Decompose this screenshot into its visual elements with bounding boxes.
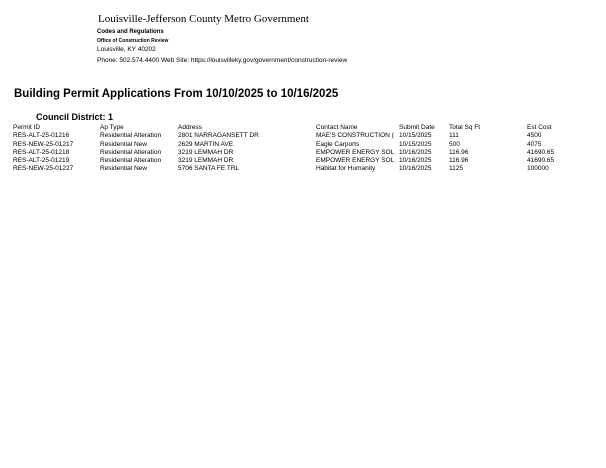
organization-name: Louisville-Jefferson County Metro Government [98, 13, 309, 25]
report-title: Building Permit Applications From 10/10/2025 to 10/16/2025 [14, 88, 339, 100]
address-cell: 5706 SANTA FE TRL [178, 165, 240, 173]
ap-type-cell: Residential Alteration [100, 132, 162, 140]
column-header-address: Address [178, 124, 202, 131]
contact-name-cell: Eagle Carports [316, 140, 360, 148]
address-cell: 2629 MARTIN AVE [178, 140, 234, 148]
ap-type-cell: Residential Alteration [100, 157, 162, 165]
column-header-permit-id: Permit ID [13, 124, 41, 131]
contact-name-cell: MAE'S CONSTRUCTION ( [316, 132, 394, 140]
est-cost-cell: 41690.65 [527, 148, 555, 156]
ap-type-cell: Residential New [100, 140, 147, 148]
address-cell: 2801 NARRAGANSETT DR [178, 132, 259, 140]
total-sq-ft-cell: 1125 [449, 165, 463, 173]
contact-name-cell: Habitat for Humanity [316, 165, 376, 173]
permit-id-cell: RES-NEW-25-01217 [13, 140, 74, 148]
ap-type-cell: Residential Alteration [100, 148, 162, 156]
column-header-ap-type: Ap Type [100, 124, 124, 131]
est-cost-cell: 4500 [527, 132, 542, 140]
submit-date-cell: 10/15/2025 [399, 132, 432, 140]
table-row [13, 157, 573, 165]
submit-date-cell: 10/16/2025 [399, 165, 432, 173]
contact-name-cell: EMPOWER ENERGY SOL [316, 148, 395, 156]
total-sq-ft-cell: 111 [449, 132, 459, 140]
total-sq-ft-cell: 500 [449, 140, 460, 148]
permit-id-cell: RES-ALT-25-01219 [13, 157, 70, 165]
total-sq-ft-cell: 116.96 [449, 148, 469, 156]
submit-date-cell: 10/16/2025 [399, 148, 432, 156]
submit-date-cell: 10/16/2025 [399, 157, 432, 165]
table-row [13, 149, 573, 157]
permit-id-cell: RES-ALT-25-01216 [13, 132, 70, 140]
address-cell: 3219 LEMMAH DR [178, 148, 234, 156]
city-address: Louisville, KY 40202 [97, 46, 156, 53]
table-row [13, 141, 573, 149]
est-cost-cell: 41690.65 [527, 157, 555, 165]
permit-id-cell: RES-NEW-25-01227 [13, 165, 74, 173]
address-cell: 3219 LEMMAH DR [178, 157, 234, 165]
contact-info: Phone: 502.574.4400 Web Site: https://louisvilleky.gov/government/construction-review [97, 57, 348, 64]
est-cost-cell: 4075 [527, 140, 542, 148]
table-row [13, 165, 573, 173]
table-row [13, 132, 573, 140]
department-name: Codes and Regulations [97, 29, 164, 35]
table-header-row [13, 124, 573, 132]
ap-type-cell: Residential New [100, 165, 147, 173]
permit-id-cell: RES-ALT-25-01218 [13, 148, 70, 156]
permit-table [13, 124, 573, 174]
contact-name-cell: EMPOWER ENERGY SOL [316, 157, 395, 165]
column-header-total-sq-ft: Total Sq Ft [449, 124, 481, 131]
council-district-heading: Council District: 1 [36, 112, 114, 122]
column-header-submit-date: Submit Date [399, 124, 435, 131]
office-name: Office of Construction Review [97, 38, 169, 44]
total-sq-ft-cell: 116.96 [449, 157, 469, 165]
submit-date-cell: 10/15/2025 [399, 140, 432, 148]
column-header-contact-name: Contact Name [316, 124, 358, 131]
est-cost-cell: 100000 [527, 165, 549, 173]
column-header-est-cost: Est Cost [527, 124, 552, 131]
